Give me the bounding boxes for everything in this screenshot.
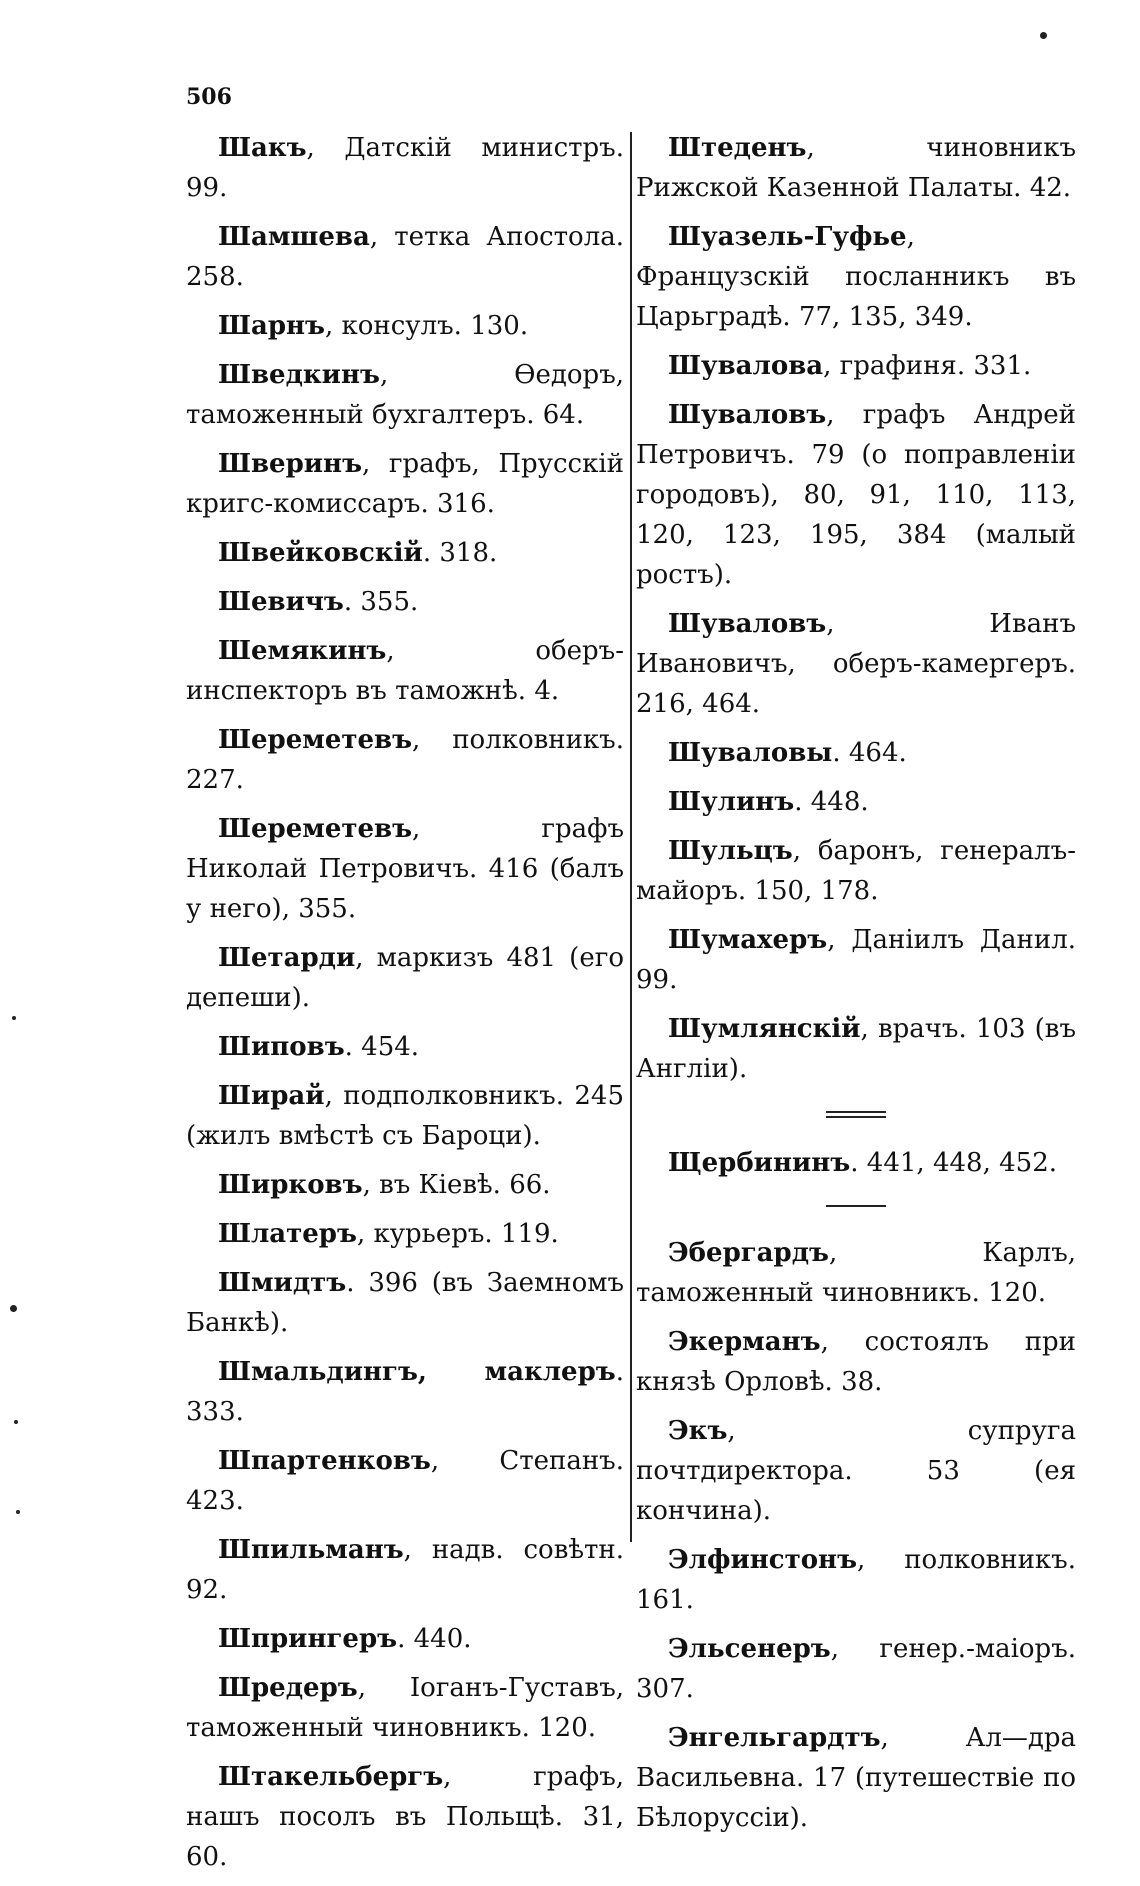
index-group-shch bbox=[636, 1143, 1076, 1183]
entry-name: Шмидтъ bbox=[218, 1268, 347, 1298]
index-entry bbox=[186, 809, 624, 929]
entry-name: Шумлянскій bbox=[668, 1014, 861, 1044]
entry-name: Шетарди bbox=[218, 943, 356, 973]
entry-text: . 355. bbox=[343, 587, 419, 617]
entry-text: . 318. bbox=[422, 538, 498, 568]
index-entry bbox=[636, 1009, 1076, 1089]
entry-text: . 464. bbox=[832, 738, 907, 768]
entry-name: Шуазель-Гуфье bbox=[668, 222, 907, 252]
entry-name: Энгельгардтъ bbox=[668, 1723, 881, 1753]
entry-name: Шарнъ bbox=[218, 311, 325, 341]
ink-speck bbox=[14, 1420, 18, 1424]
entry-name: Шумахеръ bbox=[668, 925, 828, 955]
ink-speck bbox=[10, 1305, 17, 1312]
entry-text: , Даніилъ Данил. 99. bbox=[636, 925, 1076, 995]
entry-name: Шевичъ bbox=[218, 587, 344, 617]
entry-name: Ширай bbox=[218, 1081, 325, 1111]
entry-name: Эбергардъ bbox=[668, 1238, 829, 1268]
entry-name: Шпрингеръ bbox=[218, 1624, 398, 1654]
entry-text: , графъ, нашъ посолъ въ Польщѣ. 31, 60. bbox=[186, 1762, 624, 1872]
entry-name: Шамшева bbox=[218, 222, 370, 252]
entry-name: Шверинъ bbox=[218, 449, 363, 479]
entry-text: , Степанъ. 423. bbox=[186, 1446, 624, 1516]
index-entry bbox=[186, 128, 624, 208]
ink-speck bbox=[16, 1510, 20, 1514]
entry-text: , Өедоръ, таможенный бухгалтеръ. 64. bbox=[186, 360, 624, 430]
index-group-sh bbox=[636, 128, 1076, 1089]
index-entry bbox=[636, 782, 1076, 822]
entry-text: . 441, 448, 452. bbox=[850, 1148, 1057, 1178]
entry-name: Эльсенеръ bbox=[668, 1634, 831, 1664]
entry-name: Швейковскій bbox=[218, 538, 423, 568]
entry-text: , генер.-маіоръ. 307. bbox=[636, 1634, 1076, 1704]
entry-name: Шуваловы bbox=[668, 738, 833, 768]
index-entry bbox=[186, 938, 624, 1018]
index-entry bbox=[186, 1757, 624, 1877]
entry-text: . 396 (въ Заемномъ Банкѣ). bbox=[186, 1268, 624, 1338]
entry-name: Шредеръ bbox=[218, 1673, 358, 1703]
entry-text: , врачъ. 103 (въ Англіи). bbox=[636, 1014, 1076, 1084]
index-entry bbox=[636, 1322, 1076, 1402]
index-entry bbox=[186, 217, 624, 297]
entry-text: , маркизъ 481 (его депеши). bbox=[186, 943, 624, 1013]
entry-name: Штакельбергъ bbox=[218, 1762, 444, 1792]
index-entry bbox=[186, 1619, 624, 1659]
index-entry bbox=[636, 1411, 1076, 1531]
entry-name: Элфинстонъ bbox=[668, 1545, 858, 1575]
entry-name: Шпильманъ bbox=[218, 1535, 404, 1565]
entry-text: , графъ Андрей Петровичъ. 79 (о поправленіи городовъ), 80, 91, 110, 113, 120, 123, 195, 384 (малый ростъ). bbox=[636, 400, 1076, 590]
entry-name: Шиповъ bbox=[218, 1032, 345, 1062]
entry-text: , надв. совѣтн. 92. bbox=[186, 1535, 624, 1605]
index-entry bbox=[186, 1352, 624, 1432]
entry-text: , тетка Апостола. 258. bbox=[186, 222, 624, 292]
entry-text: , Карлъ, таможенный чиновникъ. 120. bbox=[636, 1238, 1076, 1308]
index-group-e bbox=[636, 1233, 1076, 1838]
index-entry bbox=[186, 1165, 624, 1205]
page-number: 506 bbox=[186, 84, 232, 110]
entry-text: , Датскій министръ. 99. bbox=[186, 133, 624, 203]
index-column-right bbox=[636, 128, 1076, 1847]
index-entry bbox=[636, 395, 1076, 595]
entry-text: . 440. bbox=[397, 1624, 472, 1654]
index-entry bbox=[186, 533, 624, 573]
entry-text: , чиновникъ Рижской Казенной Палаты. 42. bbox=[636, 133, 1076, 203]
entry-text: , подполковникъ. 245 (жилъ вмѣстѣ съ Бароци). bbox=[186, 1081, 624, 1151]
section-separator bbox=[826, 1111, 886, 1113]
index-entry bbox=[636, 1629, 1076, 1709]
entry-text: , оберъ-инспекторъ въ таможнѣ. 4. bbox=[186, 636, 624, 706]
index-entry bbox=[186, 1441, 624, 1521]
entry-name: Щербининъ bbox=[668, 1148, 851, 1178]
entry-text: . 333. bbox=[186, 1357, 624, 1427]
column-divider bbox=[630, 132, 632, 1542]
entry-text: , Французскій посланникъ въ Царьградѣ. 77, 135, 349. bbox=[636, 222, 1076, 332]
entry-text: , полковникъ. 227. bbox=[186, 725, 624, 795]
entry-text: , Іоганъ-Густавъ, таможенный чиновникъ. 120. bbox=[186, 1673, 624, 1743]
index-entry bbox=[186, 306, 624, 346]
index-entry bbox=[186, 1076, 624, 1156]
index-entry bbox=[186, 1530, 624, 1610]
entry-text: , баронъ, генералъ-майоръ. 150, 178. bbox=[636, 836, 1076, 906]
entry-name: Шувалова bbox=[668, 351, 824, 381]
ink-speck bbox=[12, 1016, 16, 1020]
index-entry bbox=[186, 1214, 624, 1254]
entry-text: , графъ Николай Петровичъ. 416 (балъ у него), 355. bbox=[186, 814, 624, 924]
entry-text: , Ал—дра Васильевна. 17 (путешествіе по Бѣлоруссіи). bbox=[636, 1723, 1076, 1833]
entry-name: Шлатеръ bbox=[218, 1219, 357, 1249]
index-entry bbox=[636, 1233, 1076, 1313]
entry-name: Шпартенковъ bbox=[218, 1446, 431, 1476]
entry-name: Ширковъ bbox=[218, 1170, 363, 1200]
entry-text: , графъ, Прусскій кригс-комиссаръ. 316. bbox=[186, 449, 624, 519]
entry-name: Шуваловъ bbox=[668, 609, 827, 639]
index-entry bbox=[186, 1668, 624, 1748]
index-entry bbox=[636, 733, 1076, 773]
section-separator bbox=[826, 1205, 886, 1207]
index-entry bbox=[186, 355, 624, 435]
index-entry bbox=[636, 920, 1076, 1000]
index-entry bbox=[636, 604, 1076, 724]
entry-text: . 448. bbox=[794, 787, 869, 817]
index-entry bbox=[636, 1540, 1076, 1620]
index-entry bbox=[636, 831, 1076, 911]
index-entry bbox=[186, 631, 624, 711]
index-entry bbox=[636, 346, 1076, 386]
ink-speck bbox=[1040, 32, 1047, 39]
entry-text: , графиня. 331. bbox=[823, 351, 1032, 381]
entry-text: , полковникъ. 161. bbox=[636, 1545, 1076, 1615]
entry-name: Шулинъ bbox=[668, 787, 795, 817]
entry-text: , въ Кіевѣ. 66. bbox=[362, 1170, 551, 1200]
index-entry bbox=[636, 217, 1076, 337]
entry-name: Шведкинъ bbox=[218, 360, 380, 390]
index-entry bbox=[186, 1263, 624, 1343]
index-entry bbox=[636, 1718, 1076, 1838]
entry-name: Шереметевъ bbox=[218, 725, 413, 755]
index-entry bbox=[636, 128, 1076, 208]
entry-text: , супруга почтдиректора. 53 (ея кончина). bbox=[636, 1416, 1076, 1526]
entry-name: Шуваловъ bbox=[668, 400, 827, 430]
entry-name: Шульцъ bbox=[668, 836, 793, 866]
entry-text: , состоялъ при князѣ Орловѣ. 38. bbox=[636, 1327, 1076, 1397]
entry-name: Экерманъ bbox=[668, 1327, 821, 1357]
entry-text: . 454. bbox=[344, 1032, 420, 1062]
index-entry bbox=[186, 582, 624, 622]
entry-text: , консулъ. 130. bbox=[324, 311, 529, 341]
index-entry bbox=[186, 444, 624, 524]
entry-name: Шемякинъ bbox=[218, 636, 387, 666]
entry-name: Шакъ bbox=[218, 133, 307, 163]
entry-name: Экъ bbox=[668, 1416, 728, 1446]
index-entry bbox=[636, 1143, 1076, 1183]
entry-text: , курьеръ. 119. bbox=[356, 1219, 559, 1249]
index-entry bbox=[186, 1027, 624, 1067]
entry-name: Шереметевъ bbox=[218, 814, 413, 844]
entry-name: Штеденъ bbox=[668, 133, 807, 163]
index-column-left bbox=[186, 128, 624, 1886]
entry-text: , Иванъ Ивановичъ, оберъ-камергеръ. 216, 464. bbox=[636, 609, 1076, 719]
index-entry bbox=[186, 720, 624, 800]
entry-name: Шмальдингъ, маклеръ bbox=[218, 1357, 616, 1387]
